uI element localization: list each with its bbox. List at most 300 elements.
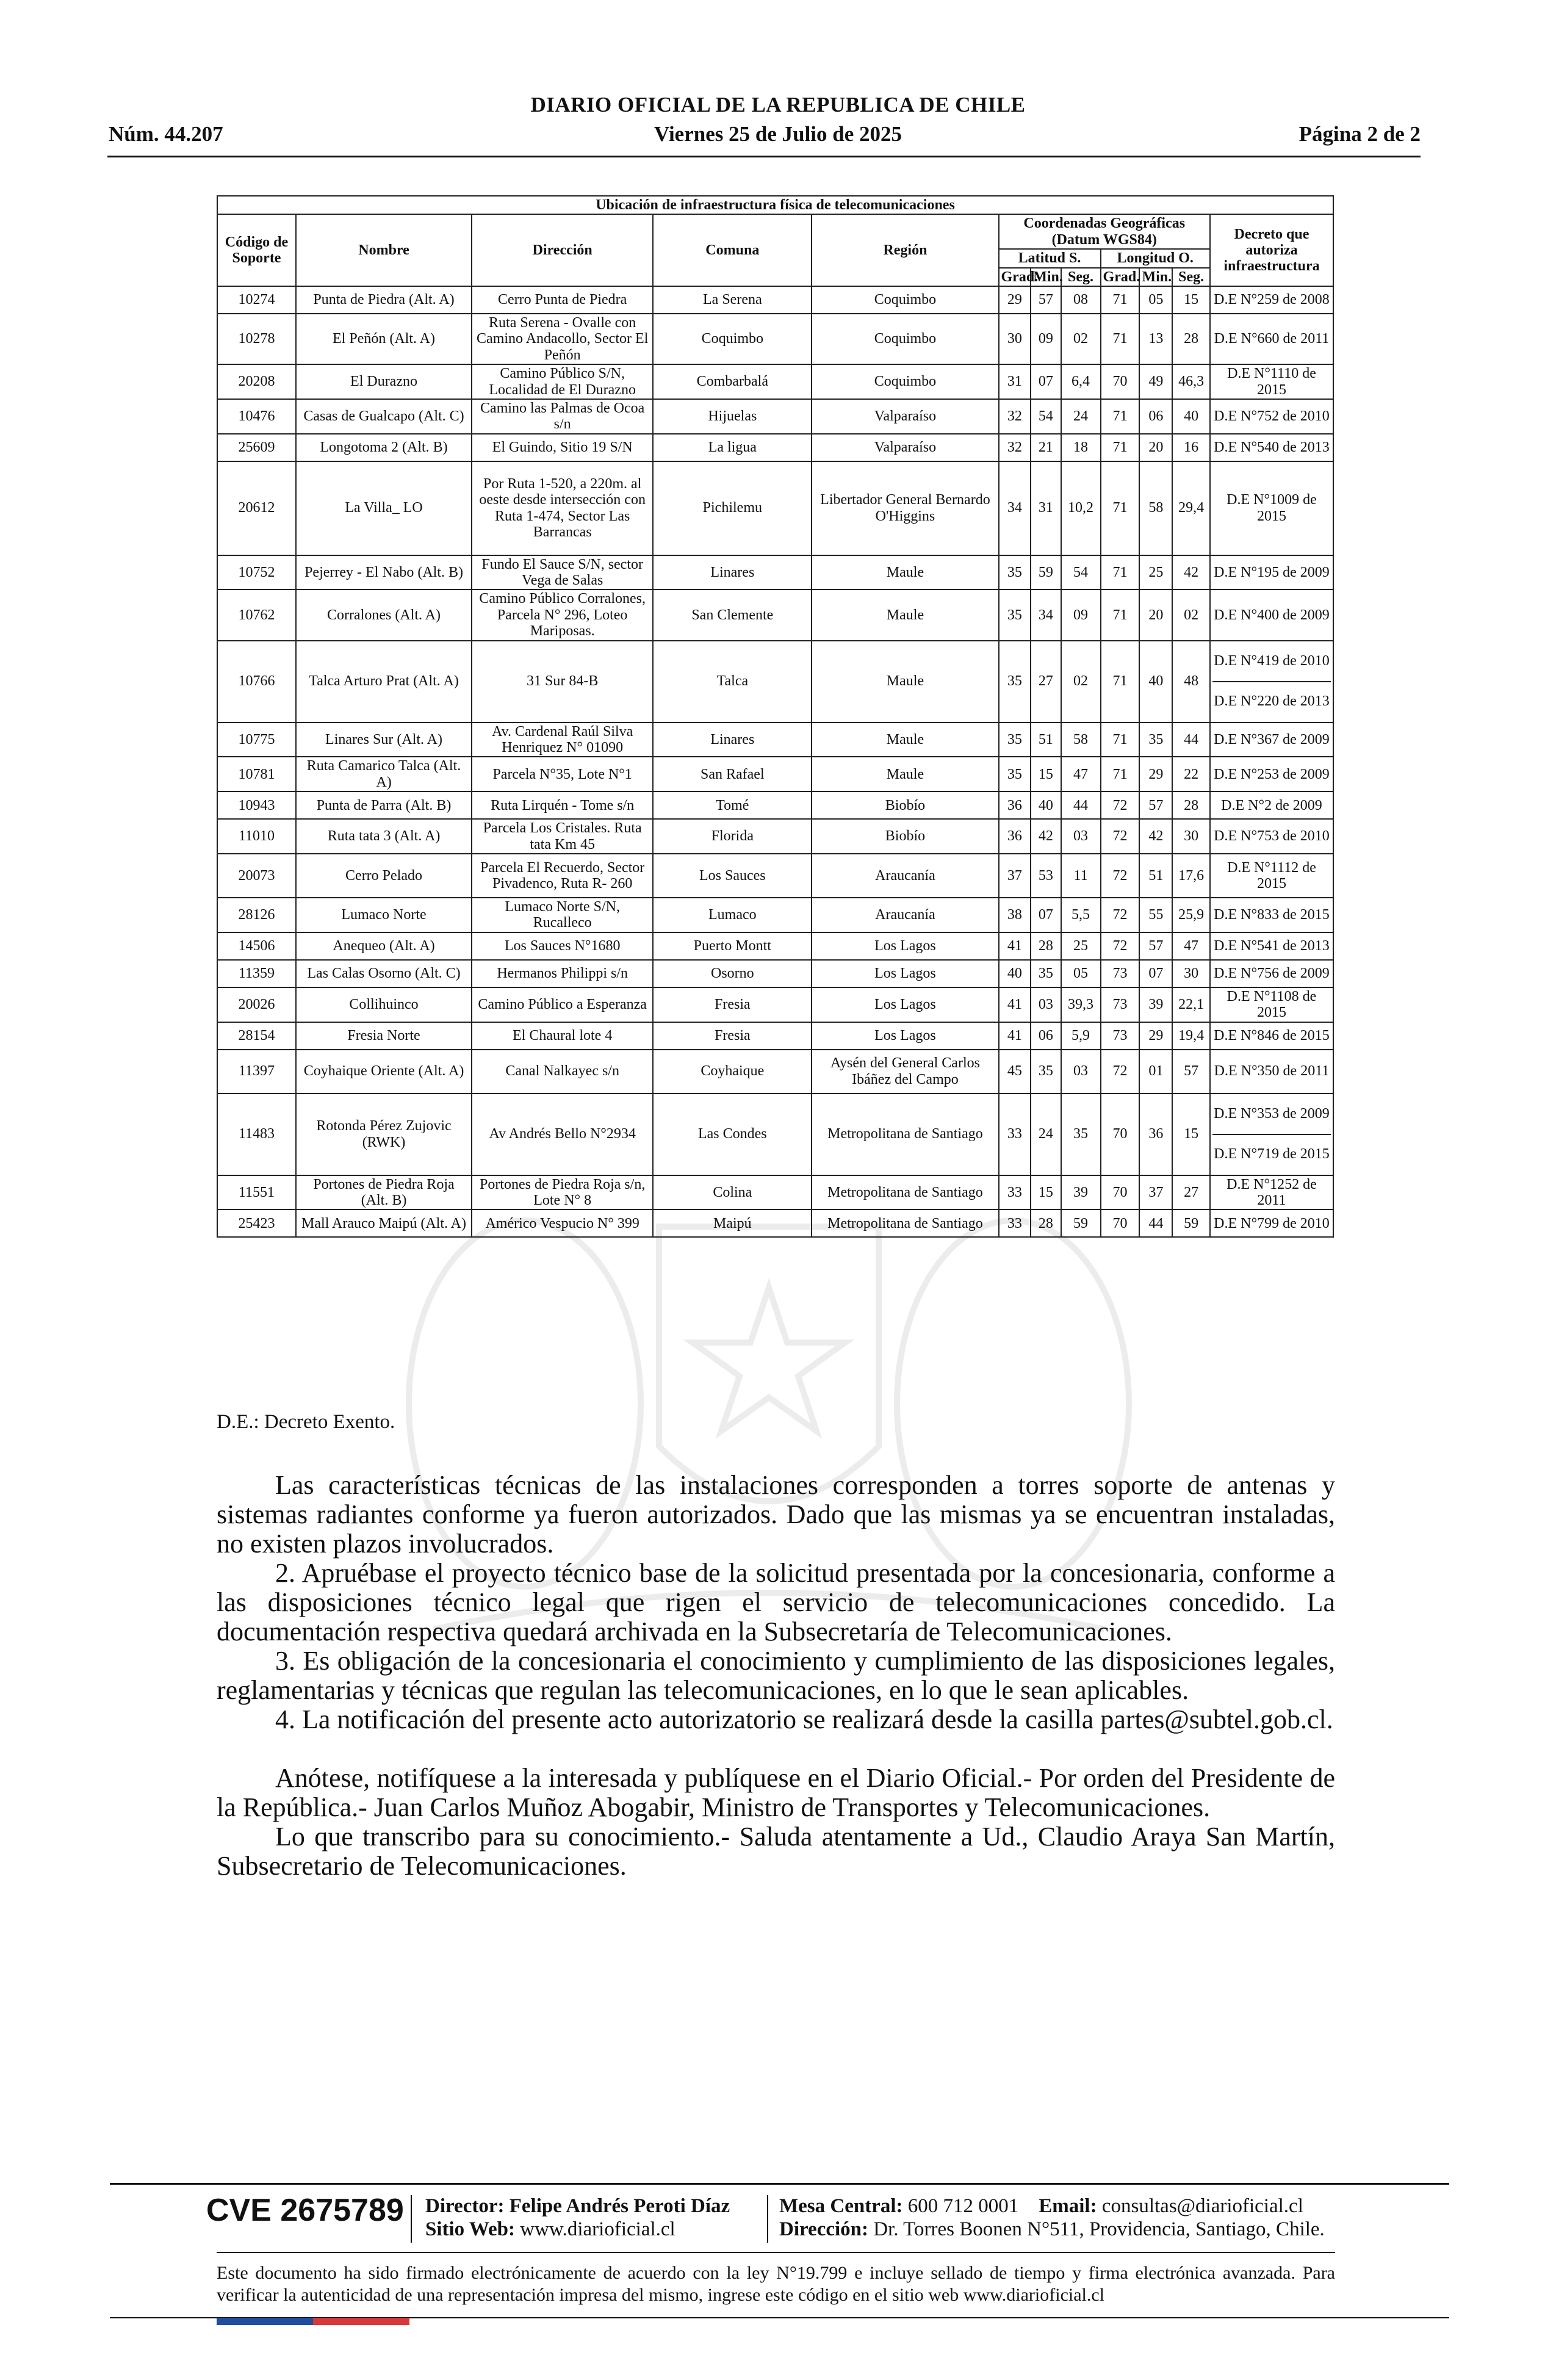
cell-lon-min: 51 [1139, 854, 1172, 898]
cell-lon-min: 40 [1139, 641, 1172, 723]
header-comuna: Comuna [653, 214, 812, 286]
table-row [217, 757, 1333, 792]
cell-region: Metropolitana de Santiago [812, 1210, 998, 1237]
cell-direccion: Camino Público S/N, Localidad de El Durazno [472, 364, 653, 399]
cell-lon-seg: 28 [1172, 314, 1210, 364]
page-indicator: Página 2 de 2 [1298, 122, 1421, 146]
cell-lat-seg: 44 [1061, 792, 1101, 819]
cell-lat-grad: 36 [999, 819, 1031, 854]
cell-direccion: El Guindo, Sitio 19 S/N [472, 434, 653, 461]
cell-lon-min: 36 [1139, 1094, 1172, 1175]
cell-direccion: Parcela N°35, Lote N°1 [472, 757, 653, 792]
cell-lon-grad: 71 [1101, 641, 1140, 723]
cell-direccion: Parcela El Recuerdo, Sector Pivadenco, Ruta R- 260 [472, 854, 653, 898]
cell-lat-seg: 11 [1061, 854, 1101, 898]
cell-lat-min: 53 [1031, 854, 1061, 898]
cell-direccion: 31 Sur 84-B [472, 641, 653, 723]
cell-lat-grad: 40 [999, 960, 1031, 987]
cell-lat-seg: 35 [1061, 1094, 1101, 1175]
mesa-phone: 600 712 0001 [907, 2195, 1019, 2217]
cell-region: Maule [812, 757, 998, 792]
cell-lat-seg: 10,2 [1061, 461, 1101, 555]
cell-direccion: El Chaural lote 4 [472, 1022, 653, 1050]
table-row [217, 960, 1333, 987]
decreto-entry: D.E N°220 de 2013 [1214, 693, 1330, 710]
cell-comuna: Coyhaique [653, 1050, 812, 1094]
cell-lon-grad: 71 [1101, 399, 1140, 434]
cell-lon-seg: 40 [1172, 399, 1210, 434]
cell-lon-seg: 15 [1172, 286, 1210, 314]
cell-nombre: Rotonda Pérez Zujovic (RWK) [296, 1094, 472, 1175]
cell-region: Los Lagos [812, 932, 998, 960]
header-longitud: Longitud O. [1101, 249, 1210, 267]
cell-region: Maule [812, 555, 998, 590]
cell-nombre: Lumaco Norte [296, 898, 472, 932]
cell-comuna: Colina [653, 1175, 812, 1210]
cell-lon-min: 57 [1139, 792, 1172, 819]
cell-lat-min: 35 [1031, 960, 1061, 987]
decreto-entry: D.E N°419 de 2010 [1212, 642, 1331, 682]
cell-codigo: 20026 [217, 987, 296, 1022]
cell-region: Araucanía [812, 898, 998, 932]
cell-lon-grad: 72 [1101, 932, 1140, 960]
cell-lat-min: 15 [1031, 1175, 1061, 1210]
decreto-entry: D.E N°719 de 2015 [1214, 1146, 1330, 1163]
cell-lon-seg: 28 [1172, 792, 1210, 819]
cell-lat-min: 06 [1031, 1022, 1061, 1050]
cell-codigo: 11359 [217, 960, 296, 987]
cell-lon-seg: 59 [1172, 1210, 1210, 1237]
cell-lat-seg: 24 [1061, 399, 1101, 434]
cell-codigo: 10775 [217, 723, 296, 757]
cell-comuna: Fresia [653, 987, 812, 1022]
cell-lat-min: 03 [1031, 987, 1061, 1022]
cell-nombre: La Villa_ LO [296, 461, 472, 555]
cell-lat-min: 27 [1031, 641, 1061, 723]
cell-lat-min: 15 [1031, 757, 1061, 792]
table-caption: Ubicación de infraestructura física de telecomunicaciones [217, 196, 1333, 214]
email-label: Email: [1039, 2195, 1097, 2217]
cell-lon-seg: 30 [1172, 819, 1210, 854]
cell-codigo: 25609 [217, 434, 296, 461]
cell-decreto: D.E N°541 de 2013 [1210, 932, 1333, 960]
cell-lon-min: 20 [1139, 590, 1172, 640]
cell-comuna: Osorno [653, 960, 812, 987]
footer-divider-1 [411, 2195, 412, 2243]
cell-region: Los Lagos [812, 987, 998, 1022]
email-link[interactable]: consultas@diarioficial.cl [1101, 2195, 1303, 2217]
cell-direccion: Cerro Punta de Piedra [472, 286, 653, 314]
cell-lon-min: 29 [1139, 757, 1172, 792]
cell-lat-grad: 35 [999, 641, 1031, 723]
cell-codigo: 20208 [217, 364, 296, 399]
cell-lat-grad: 35 [999, 590, 1031, 640]
cell-lat-seg: 39 [1061, 1175, 1101, 1210]
infrastructure-table [217, 195, 1334, 1238]
table-row [217, 641, 1333, 723]
cell-codigo: 10943 [217, 792, 296, 819]
cell-lat-min: 51 [1031, 723, 1061, 757]
cell-lon-min: 58 [1139, 461, 1172, 555]
cell-lat-grad: 45 [999, 1050, 1031, 1094]
cell-comuna: La ligua [653, 434, 812, 461]
cell-lon-seg: 47 [1172, 932, 1210, 960]
cell-decreto: D.E N°1009 de 2015 [1210, 461, 1333, 555]
cell-codigo: 25423 [217, 1210, 296, 1237]
cell-region: Metropolitana de Santiago [812, 1175, 998, 1210]
cell-comuna: Los Sauces [653, 854, 812, 898]
cell-lon-seg: 22,1 [1172, 987, 1210, 1022]
cell-decreto [1210, 641, 1333, 723]
cell-decreto: D.E N°799 de 2010 [1210, 1210, 1333, 1237]
cell-lon-grad: 70 [1101, 1175, 1140, 1210]
cell-region: Biobío [812, 819, 998, 854]
legal-notice: Este documento ha sido firmado electrónicamente de acuerdo con la ley N°19.799 e incluye sellado de tiempo y firma electrónica avanzada. Para verificar la autenticidad de una representación impresa del mismo, ingrese este código en el sitio web www.diarioficial.cl [217, 2263, 1335, 2305]
cell-direccion: Fundo El Sauce S/N, sector Vega de Salas [472, 555, 653, 590]
cell-comuna: Lumaco [653, 898, 812, 932]
cell-codigo: 10476 [217, 399, 296, 434]
cell-lat-grad: 41 [999, 1022, 1031, 1050]
cell-lon-min: 49 [1139, 364, 1172, 399]
cell-comuna: San Clemente [653, 590, 812, 640]
cell-lon-grad: 71 [1101, 286, 1140, 314]
table-row [217, 1094, 1333, 1175]
cell-decreto: D.E N°367 de 2009 [1210, 723, 1333, 757]
decreto-entry: D.E N°353 de 2009 [1212, 1095, 1331, 1135]
cell-lon-grad: 73 [1101, 987, 1140, 1022]
table-row [217, 590, 1333, 640]
table-row [217, 364, 1333, 399]
cell-lat-grad: 38 [999, 898, 1031, 932]
cell-direccion: Américo Vespucio N° 399 [472, 1210, 653, 1237]
cell-decreto: D.E N°540 de 2013 [1210, 434, 1333, 461]
header-lon-seg: Seg. [1172, 268, 1210, 286]
cell-nombre: Pejerrey - El Nabo (Alt. B) [296, 555, 472, 590]
cell-decreto: D.E N°833 de 2015 [1210, 898, 1333, 932]
cell-region: Aysén del General Carlos Ibáñez del Campo [812, 1050, 998, 1094]
cell-lat-min: 07 [1031, 364, 1061, 399]
cell-lat-seg: 05 [1061, 960, 1101, 987]
cell-codigo: 20073 [217, 854, 296, 898]
table-row [217, 819, 1333, 854]
cell-lat-seg: 47 [1061, 757, 1101, 792]
footer-mid-rule [217, 2252, 1335, 2253]
cell-lat-min: 40 [1031, 792, 1061, 819]
footer-top-rule [110, 2183, 1449, 2185]
cell-codigo: 10781 [217, 757, 296, 792]
cell-lat-seg: 5,9 [1061, 1022, 1101, 1050]
cell-lon-grad: 71 [1101, 434, 1140, 461]
cell-lat-min: 07 [1031, 898, 1061, 932]
cell-lon-min: 20 [1139, 434, 1172, 461]
cell-comuna: Fresia [653, 1022, 812, 1050]
cell-lat-grad: 32 [999, 434, 1031, 461]
web-label: Sitio Web: [425, 2218, 516, 2240]
cell-lon-grad: 72 [1101, 898, 1140, 932]
cell-nombre: Ruta tata 3 (Alt. A) [296, 819, 472, 854]
cell-comuna: Linares [653, 555, 812, 590]
paragraph-closing: Anótese, notifíquese a la interesada y publíquese en el Diario Oficial.- Por orden del Presidente de la República.- Juan Carlos Muñoz Abogabir, Ministro de Transportes y Telecomunicaciones. [217, 1763, 1335, 1822]
cell-direccion: Lumaco Norte S/N, Rucalleco [472, 898, 653, 932]
cell-lat-seg: 25 [1061, 932, 1101, 960]
cell-lat-seg: 59 [1061, 1210, 1101, 1237]
cell-lat-grad: 34 [999, 461, 1031, 555]
cell-region: Maule [812, 723, 998, 757]
header-nombre: Nombre [296, 214, 472, 286]
cell-codigo: 11551 [217, 1175, 296, 1210]
cell-lon-grad: 70 [1101, 1210, 1140, 1237]
cell-lon-min: 07 [1139, 960, 1172, 987]
cell-lon-seg: 29,4 [1172, 461, 1210, 555]
header-coordenadas: Coordenadas Geográficas (Datum WGS84) [999, 214, 1210, 249]
paragraph-characteristics: Las características técnicas de las instalaciones corresponden a torres soporte de antenas y sistemas radiantes conforme ya fueron autorizados. Dado que las mismas ya se encuentran instaladas, no existen plazos involucrados. [217, 1470, 1335, 1559]
cell-lon-grad: 73 [1101, 960, 1140, 987]
cell-nombre: Ruta Camarico Talca (Alt. A) [296, 757, 472, 792]
cell-nombre: El Peñón (Alt. A) [296, 314, 472, 364]
cell-lon-seg: 42 [1172, 555, 1210, 590]
cell-lon-seg: 19,4 [1172, 1022, 1210, 1050]
cell-decreto: D.E N°846 de 2015 [1210, 1022, 1333, 1050]
cell-region: Valparaíso [812, 434, 998, 461]
cell-region: Araucanía [812, 854, 998, 898]
cell-nombre: Anequeo (Alt. A) [296, 932, 472, 960]
cell-lat-grad: 30 [999, 314, 1031, 364]
table-row [217, 399, 1333, 434]
cell-nombre: Punta de Piedra (Alt. A) [296, 286, 472, 314]
table-row [217, 1050, 1333, 1094]
cell-lat-min: 57 [1031, 286, 1061, 314]
table-row [217, 792, 1333, 819]
cell-region: Maule [812, 641, 998, 723]
cell-lon-min: 44 [1139, 1210, 1172, 1237]
table-body [217, 286, 1333, 1237]
cell-lon-seg: 17,6 [1172, 854, 1210, 898]
cell-lat-seg: 02 [1061, 641, 1101, 723]
cell-lat-min: 54 [1031, 399, 1061, 434]
cell-lat-grad: 36 [999, 792, 1031, 819]
cell-lon-seg: 22 [1172, 757, 1210, 792]
cell-comuna: Linares [653, 723, 812, 757]
cell-lat-min: 42 [1031, 819, 1061, 854]
cell-codigo: 11010 [217, 819, 296, 854]
cell-codigo: 14506 [217, 932, 296, 960]
cell-lon-min: 25 [1139, 555, 1172, 590]
cell-nombre: Las Calas Osorno (Alt. C) [296, 960, 472, 987]
cell-lat-grad: 41 [999, 932, 1031, 960]
cell-lat-grad: 41 [999, 987, 1031, 1022]
cell-lon-min: 29 [1139, 1022, 1172, 1050]
cell-lat-seg: 54 [1061, 555, 1101, 590]
cell-lon-seg: 25,9 [1172, 898, 1210, 932]
cell-lon-seg: 16 [1172, 434, 1210, 461]
cell-region: Coquimbo [812, 364, 998, 399]
cell-decreto: D.E N°253 de 2009 [1210, 757, 1333, 792]
cell-nombre: Mall Arauco Maipú (Alt. A) [296, 1210, 472, 1237]
cell-lon-grad: 72 [1101, 1050, 1140, 1094]
cell-direccion: Canal Nalkayec s/n [472, 1050, 653, 1094]
table-row [217, 461, 1333, 555]
cell-comuna: Florida [653, 819, 812, 854]
header-lon-grad: Grad. [1101, 268, 1140, 286]
cell-nombre: Coyhaique Oriente (Alt. A) [296, 1050, 472, 1094]
cell-nombre: Linares Sur (Alt. A) [296, 723, 472, 757]
cell-lat-min: 24 [1031, 1094, 1061, 1175]
cell-region: Los Lagos [812, 1022, 998, 1050]
cell-decreto: D.E N°1110 de 2015 [1210, 364, 1333, 399]
cell-decreto: D.E N°259 de 2008 [1210, 286, 1333, 314]
cell-lat-seg: 39,3 [1061, 987, 1101, 1022]
cell-decreto: D.E N°350 de 2011 [1210, 1050, 1333, 1094]
cell-comuna: Combarbalá [653, 364, 812, 399]
cell-lon-grad: 71 [1101, 314, 1140, 364]
cell-lon-min: 13 [1139, 314, 1172, 364]
cell-nombre: Punta de Parra (Alt. B) [296, 792, 472, 819]
cell-lon-seg: 46,3 [1172, 364, 1210, 399]
paragraph-transcription: Lo que transcribo para su conocimiento.- Saluda atentamente a Ud., Claudio Araya San Martín, Subsecretario de Telecomunicaciones. [217, 1822, 1335, 1881]
cell-region: Libertador General Bernardo O'Higgins [812, 461, 998, 555]
cell-lon-min: 35 [1139, 723, 1172, 757]
footer-director-block [425, 2194, 730, 2241]
cell-lon-grad: 71 [1101, 555, 1140, 590]
cell-codigo: 28126 [217, 898, 296, 932]
table-row [217, 723, 1333, 757]
cell-comuna: Maipú [653, 1210, 812, 1237]
cell-region: Valparaíso [812, 399, 998, 434]
cell-lon-grad: 71 [1101, 757, 1140, 792]
cell-comuna: Las Condes [653, 1094, 812, 1175]
cell-decreto [1210, 1094, 1333, 1175]
cell-lat-seg: 02 [1061, 314, 1101, 364]
cell-comuna: Puerto Montt [653, 932, 812, 960]
cell-lat-min: 28 [1031, 932, 1061, 960]
issue-number: Núm. 44.207 [109, 122, 223, 146]
table-row [217, 1175, 1333, 1210]
cell-nombre: El Durazno [296, 364, 472, 399]
cell-lat-grad: 29 [999, 286, 1031, 314]
cell-nombre: Fresia Norte [296, 1022, 472, 1050]
cell-lon-min: 55 [1139, 898, 1172, 932]
cell-lat-min: 31 [1031, 461, 1061, 555]
cell-decreto: D.E N°195 de 2009 [1210, 555, 1333, 590]
cell-direccion: Por Ruta 1-520, a 220m. al oeste desde intersección con Ruta 1-474, Sector Las Barrancas [472, 461, 653, 555]
cell-comuna: Talca [653, 641, 812, 723]
cell-lon-grad: 73 [1101, 1022, 1140, 1050]
cell-lon-grad: 72 [1101, 819, 1140, 854]
cell-direccion: Av Andrés Bello N°2934 [472, 1094, 653, 1175]
infrastructure-table-wrapper [217, 195, 1334, 1238]
cell-lat-grad: 35 [999, 555, 1031, 590]
header-codigo: Código de Soporte [217, 214, 296, 286]
table-row [217, 854, 1333, 898]
cell-codigo: 10752 [217, 555, 296, 590]
cell-lon-grad: 71 [1101, 723, 1140, 757]
paragraph-item-3: 3. Es obligación de la concesionaria el conocimiento y cumplimiento de las disposiciones legales, reglamentarias y técnicas que regulan las telecomunicaciones, en lo que le sean aplicables. [217, 1646, 1335, 1705]
cell-lon-seg: 57 [1172, 1050, 1210, 1094]
newspaper-title: DIARIO OFICIAL DE LA REPUBLICA DE CHILE [530, 93, 1026, 117]
cell-region: Biobío [812, 792, 998, 819]
table-row [217, 898, 1333, 932]
table-row [217, 1210, 1333, 1237]
cell-comuna: Hijuelas [653, 399, 812, 434]
website-link[interactable]: www.diarioficial.cl [520, 2218, 675, 2240]
table-row [217, 286, 1333, 314]
cve-code: CVE 2675789 [206, 2193, 404, 2228]
cell-decreto: D.E N°752 de 2010 [1210, 399, 1333, 434]
cell-nombre: Longotoma 2 (Alt. B) [296, 434, 472, 461]
header-lat-grad: Grad. [999, 268, 1031, 286]
cell-comuna: Coquimbo [653, 314, 812, 364]
table-row [217, 434, 1333, 461]
mesa-label: Mesa Central: [779, 2195, 903, 2217]
cell-comuna: San Rafael [653, 757, 812, 792]
cell-lon-grad: 70 [1101, 364, 1140, 399]
director-name: Felipe Andrés Peroti Díaz [509, 2195, 730, 2217]
cell-codigo: 10274 [217, 286, 296, 314]
cell-lat-seg: 08 [1061, 286, 1101, 314]
cell-region: Coquimbo [812, 286, 998, 314]
cell-codigo: 10278 [217, 314, 296, 364]
cell-decreto: D.E N°1112 de 2015 [1210, 854, 1333, 898]
cell-nombre: Casas de Gualcapo (Alt. C) [296, 399, 472, 434]
cell-lat-min: 34 [1031, 590, 1061, 640]
cell-direccion: Camino Público a Esperanza [472, 987, 653, 1022]
cell-lat-grad: 37 [999, 854, 1031, 898]
cell-lat-min: 59 [1031, 555, 1061, 590]
issue-date: Viernes 25 de Julio de 2025 [654, 122, 902, 146]
cell-direccion: Av. Cardenal Raúl Silva Henriquez N° 01090 [472, 723, 653, 757]
cell-direccion: Hermanos Philippi s/n [472, 960, 653, 987]
cell-lat-seg: 58 [1061, 723, 1101, 757]
cell-lat-min: 35 [1031, 1050, 1061, 1094]
cell-lat-grad: 35 [999, 723, 1031, 757]
cell-direccion: Ruta Lirquén - Tome s/n [472, 792, 653, 819]
paragraph-item-2: 2. Apruébase el proyecto técnico base de la solicitud presentada por la concesionaria, conforme a las disposiciones técnico legal que rigen el servicio de telecomunicaciones concedido. La documentación respectiva quedará archivada en la Subsecretaría de Telecomunicaciones. [217, 1558, 1335, 1646]
cell-lon-seg: 15 [1172, 1094, 1210, 1175]
cell-lon-min: 42 [1139, 819, 1172, 854]
cell-lon-grad: 72 [1101, 792, 1140, 819]
header-lat-seg: Seg. [1061, 268, 1101, 286]
cell-direccion: Camino Público Corralones, Parcela N° 296, Loteo Mariposas. [472, 590, 653, 640]
cell-decreto: D.E N°400 de 2009 [1210, 590, 1333, 640]
paragraph-item-4: 4. La notificación del presente acto autorizatorio se realizará desde la casilla partes@subtel.gob.cl. [275, 1704, 1333, 1734]
cell-lon-grad: 70 [1101, 1094, 1140, 1175]
table-row [217, 555, 1333, 590]
cell-lat-seg: 03 [1061, 819, 1101, 854]
cell-lon-grad: 72 [1101, 854, 1140, 898]
cell-codigo: 28154 [217, 1022, 296, 1050]
cell-lat-min: 21 [1031, 434, 1061, 461]
cell-lat-min: 09 [1031, 314, 1061, 364]
cell-lat-grad: 33 [999, 1210, 1031, 1237]
table-row [217, 314, 1333, 364]
cell-decreto: D.E N°660 de 2011 [1210, 314, 1333, 364]
cell-lat-seg: 09 [1061, 590, 1101, 640]
cell-lat-seg: 5,5 [1061, 898, 1101, 932]
cell-lon-grad: 71 [1101, 590, 1140, 640]
cell-codigo: 10766 [217, 641, 296, 723]
cell-comuna: La Serena [653, 286, 812, 314]
cell-nombre: Talca Arturo Prat (Alt. A) [296, 641, 472, 723]
cell-region: Maule [812, 590, 998, 640]
cell-decreto: D.E N°1108 de 2015 [1210, 987, 1333, 1022]
cell-codigo: 10762 [217, 590, 296, 640]
footer-contact-block [779, 2194, 1325, 2241]
cell-lon-seg: 48 [1172, 641, 1210, 723]
cell-comuna: Tomé [653, 792, 812, 819]
cell-lon-grad: 71 [1101, 461, 1140, 555]
cell-lon-min: 57 [1139, 932, 1172, 960]
cell-direccion: Portones de Piedra Roja s/n, Lote N° 8 [472, 1175, 653, 1210]
